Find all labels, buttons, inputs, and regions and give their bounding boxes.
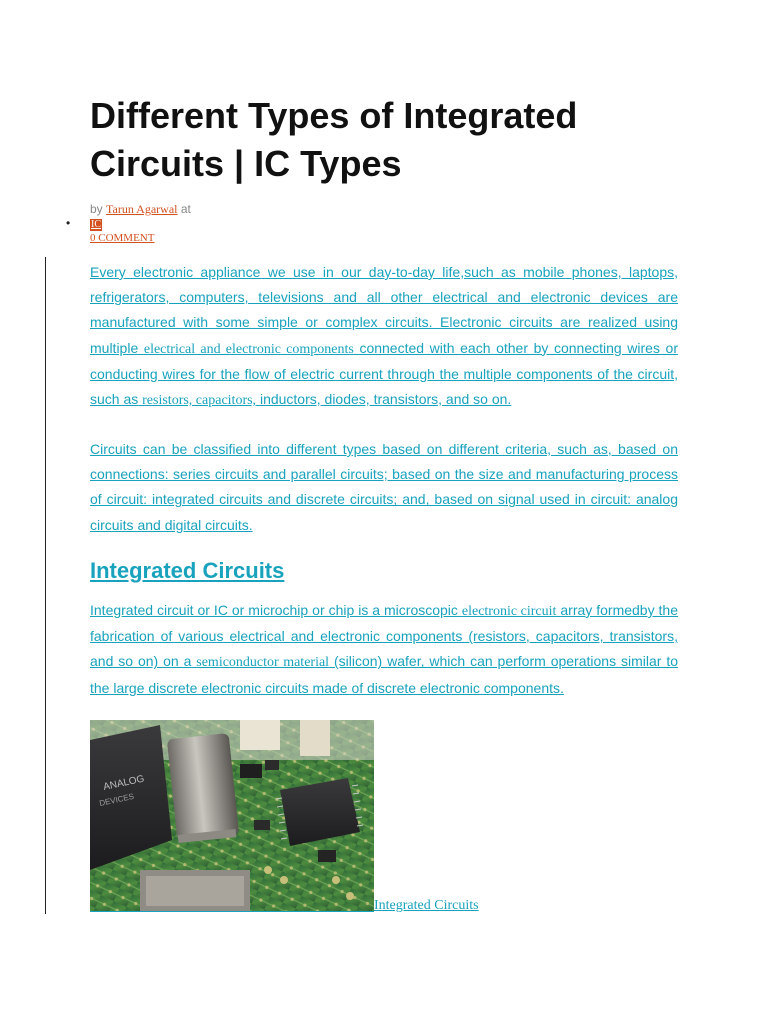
ic-definition-paragraph[interactable] [90,598,678,701]
image-link-underline [90,911,374,912]
ic-text-part1[interactable]: Integrated circuit or IC or microchip or chip is a microscopic [90,602,458,618]
list-bullet: • [66,216,71,230]
intro-text-part3[interactable]: inductors, diodes, transistors, and so on. [259,391,512,408]
author-link[interactable]: Tarun Agarwal [106,202,178,216]
image-caption-link[interactable]: Integrated Circuits [374,898,479,913]
ic-text-part3[interactable]: (silicon) wafer, which can perform operations similar to the large discrete electronic circuits made of discrete electronic components. [90,653,678,696]
intro-paragraph[interactable] [90,260,678,413]
ic-text-part2[interactable]: array formedby the fabrication of various electrical and electronic components (resistors, capacitors, transistors, and so on) on a [90,602,679,670]
byline-prefix: by [90,202,103,216]
byline-at: at [180,202,191,216]
classification-paragraph[interactable]: Circuits can be classified into different types based on different criteria, such as, based on connections: series circuits and parallel circuits; based on the size and manufacturing process of circuit: integrated circuits and discrete circuits; and, based on signal used in circuit: analog circuits and digital circuits. [90,441,678,533]
svg-text:DEVICES: DEVICES [98,791,135,808]
integrated-circuit-photo[interactable] [90,720,374,912]
left-border-line [45,257,46,914]
intro-text-part1[interactable]: Every electronic appliance we use in our day-to-day life,such as mobile phones, laptops, refrigerators, computers, televisions and all other electrical and electronic devices are manufactured with some simple or complex circuits. Electronic circuits are realized using multiple [90,264,678,356]
section-heading-integrated-circuits[interactable]: Integrated Circuits [90,558,285,583]
svg-text:ANALOG: ANALOG [102,773,146,793]
electronic-components-link[interactable]: electrical and electronic components [143,341,354,357]
byline [90,201,191,217]
resistors-capacitors-link[interactable]: resistors, capacitors, [142,393,257,409]
electronic-circuit-link[interactable]: electronic circuit [461,604,557,619]
article-title: Different Types of Integrated Circuits | IC Types [90,95,578,184]
intro-text-part2[interactable]: connected with each other by connecting wires or conducting wires for the flow of electric current through the multiple components of the circuit, such as [90,339,679,408]
comment-count-link[interactable]: 0 COMMENT [90,232,155,244]
semiconductor-material-link[interactable]: semiconductor material [196,655,330,671]
category-tag-link[interactable]: IC [91,219,101,230]
